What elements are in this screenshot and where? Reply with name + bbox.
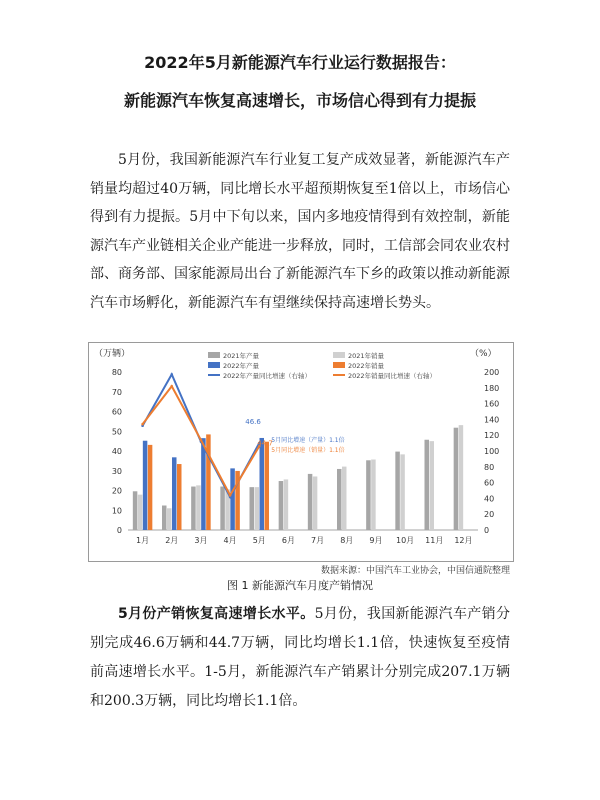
y-right-tick-label: 160 bbox=[484, 399, 500, 409]
y-right-tick-label: 180 bbox=[484, 383, 500, 393]
legend-swatch bbox=[333, 352, 345, 358]
y-left-tick-label: 0 bbox=[116, 526, 122, 535]
report-title-line2: 新能源汽车恢复高速增长，市场信心得到有力提振 bbox=[123, 91, 476, 110]
sales-growth-note: 5月同比增速（销量）1.1倍 bbox=[271, 446, 345, 454]
report-title-line1: 2022年5月新能源汽车行业运行数据报告： bbox=[144, 53, 456, 72]
y-right-tick-label: 40 bbox=[484, 494, 495, 504]
x-tick-label: 1月 bbox=[136, 536, 150, 545]
legend-label: 2022年产量同比增速（右轴） bbox=[223, 372, 312, 380]
bar bbox=[255, 487, 260, 530]
x-tick-label: 9月 bbox=[369, 536, 383, 545]
may-production-label: 46.6 bbox=[245, 417, 261, 426]
bar bbox=[265, 442, 270, 530]
bar bbox=[342, 467, 347, 530]
legend-swatch bbox=[208, 362, 220, 368]
bar bbox=[220, 487, 225, 530]
y-left-tick-label: 40 bbox=[111, 447, 122, 456]
growth-point bbox=[170, 385, 173, 388]
x-tick-label: 10月 bbox=[395, 536, 415, 545]
y-left-tick-label: 70 bbox=[111, 387, 122, 397]
bar bbox=[454, 428, 459, 530]
x-tick-label: 7月 bbox=[311, 536, 325, 545]
bar bbox=[260, 438, 265, 530]
bar bbox=[230, 468, 235, 530]
y-left-axis-label: （万辆） bbox=[94, 349, 131, 359]
bar bbox=[308, 474, 313, 530]
growth-point bbox=[200, 439, 203, 442]
y-right-tick-label: 200 bbox=[484, 368, 500, 377]
y-left-tick-label: 60 bbox=[111, 407, 122, 417]
x-tick-label: 11月 bbox=[425, 536, 444, 545]
x-tick-label: 8月 bbox=[340, 536, 354, 545]
intro-paragraph: 5月份，我国新能源汽车行业复工复产成效显著，新能源汽车产销量均超过40万辆，同比增长水平超预期恢复至1倍以上，市场信心得到有力提振。5月中下旬以来，国内多地疫情得到有效控制，新能源汽车产业链相关企业产能进一步释放，同时，工信部会同农业农村部、商务部、国家能源局出台了新能源汽车下乡的政策以推动新能源汽车市场孵化，新能源汽车有望继续保持高速增长势头。 bbox=[90, 152, 510, 311]
x-tick-label: 2月 bbox=[165, 536, 179, 545]
bar bbox=[196, 485, 201, 530]
x-tick-label: 12月 bbox=[454, 536, 473, 545]
legend-label: 2022年产量 bbox=[223, 362, 260, 370]
monthly-nev-chart bbox=[88, 342, 514, 562]
growth-point bbox=[141, 423, 144, 426]
bar bbox=[284, 479, 289, 530]
bar bbox=[400, 454, 405, 530]
bar bbox=[430, 441, 435, 530]
may-sales-label: 44.7 bbox=[257, 439, 273, 448]
legend-label: 2021年销量 bbox=[348, 352, 385, 360]
bar bbox=[138, 495, 143, 530]
y-left-tick-label: 30 bbox=[111, 466, 122, 476]
bar bbox=[395, 452, 400, 530]
section-text: 5月份，我国新能源汽车产销分别完成46.6万辆和44.7万辆，同比均增长1.1倍，快速恢复至疫情前高速增长水平。1-5月，新能源汽车产销累计分别完成207.1万辆和200.3万辆，同比均增长1.1倍。 bbox=[90, 606, 510, 709]
bar bbox=[148, 445, 153, 530]
bar bbox=[371, 459, 376, 530]
legend-swatch bbox=[333, 362, 345, 368]
y-right-tick-label: 120 bbox=[484, 431, 500, 441]
y-right-axis-label: （%） bbox=[470, 349, 497, 359]
bar bbox=[206, 434, 211, 530]
bar bbox=[143, 441, 148, 530]
x-tick-label: 5月 bbox=[252, 536, 266, 545]
y-right-tick-label: 100 bbox=[484, 447, 500, 456]
legend-label: 2021年产量 bbox=[223, 352, 260, 360]
x-tick-label: 6月 bbox=[281, 536, 295, 545]
bar bbox=[250, 487, 255, 530]
figure-caption: 图 1 新能源汽车月度产销情况 bbox=[227, 579, 373, 592]
legend-label: 2022年销量同比增速（右轴） bbox=[348, 372, 437, 380]
bar bbox=[279, 481, 284, 530]
bar bbox=[201, 438, 206, 530]
y-left-tick-label: 10 bbox=[111, 506, 122, 516]
bar bbox=[167, 508, 172, 530]
x-tick-label: 3月 bbox=[194, 536, 208, 545]
bar bbox=[191, 487, 196, 530]
production-growth-note: 5月同比增速（产量）1.1倍 bbox=[271, 436, 345, 444]
bar bbox=[172, 457, 177, 530]
bar bbox=[313, 476, 318, 530]
growth-point bbox=[229, 494, 232, 497]
growth-point bbox=[170, 373, 173, 376]
bar bbox=[162, 506, 167, 530]
y-right-tick-label: 60 bbox=[484, 478, 495, 488]
legend-label: 2022年销量 bbox=[348, 362, 385, 370]
bar bbox=[177, 464, 182, 530]
y-right-tick-label: 0 bbox=[484, 526, 490, 535]
bar bbox=[337, 469, 342, 530]
growth-line bbox=[143, 374, 260, 496]
bar bbox=[366, 460, 371, 530]
bar bbox=[133, 491, 138, 530]
legend-swatch bbox=[208, 352, 220, 358]
y-right-tick-label: 20 bbox=[484, 510, 495, 520]
x-tick-label: 4月 bbox=[223, 536, 237, 545]
y-left-tick-label: 50 bbox=[111, 427, 122, 437]
y-left-tick-label: 80 bbox=[111, 368, 122, 377]
data-source: 数据来源：中国汽车工业协会，中国信通院整理 bbox=[320, 566, 510, 576]
y-right-tick-label: 80 bbox=[484, 462, 495, 472]
section-heading: 5月份产销恢复高速增长水平。 bbox=[118, 606, 315, 622]
bar bbox=[425, 440, 430, 530]
y-right-tick-label: 140 bbox=[484, 415, 500, 425]
y-left-tick-label: 20 bbox=[111, 486, 122, 496]
section-paragraph bbox=[90, 600, 510, 716]
bar bbox=[459, 425, 464, 530]
